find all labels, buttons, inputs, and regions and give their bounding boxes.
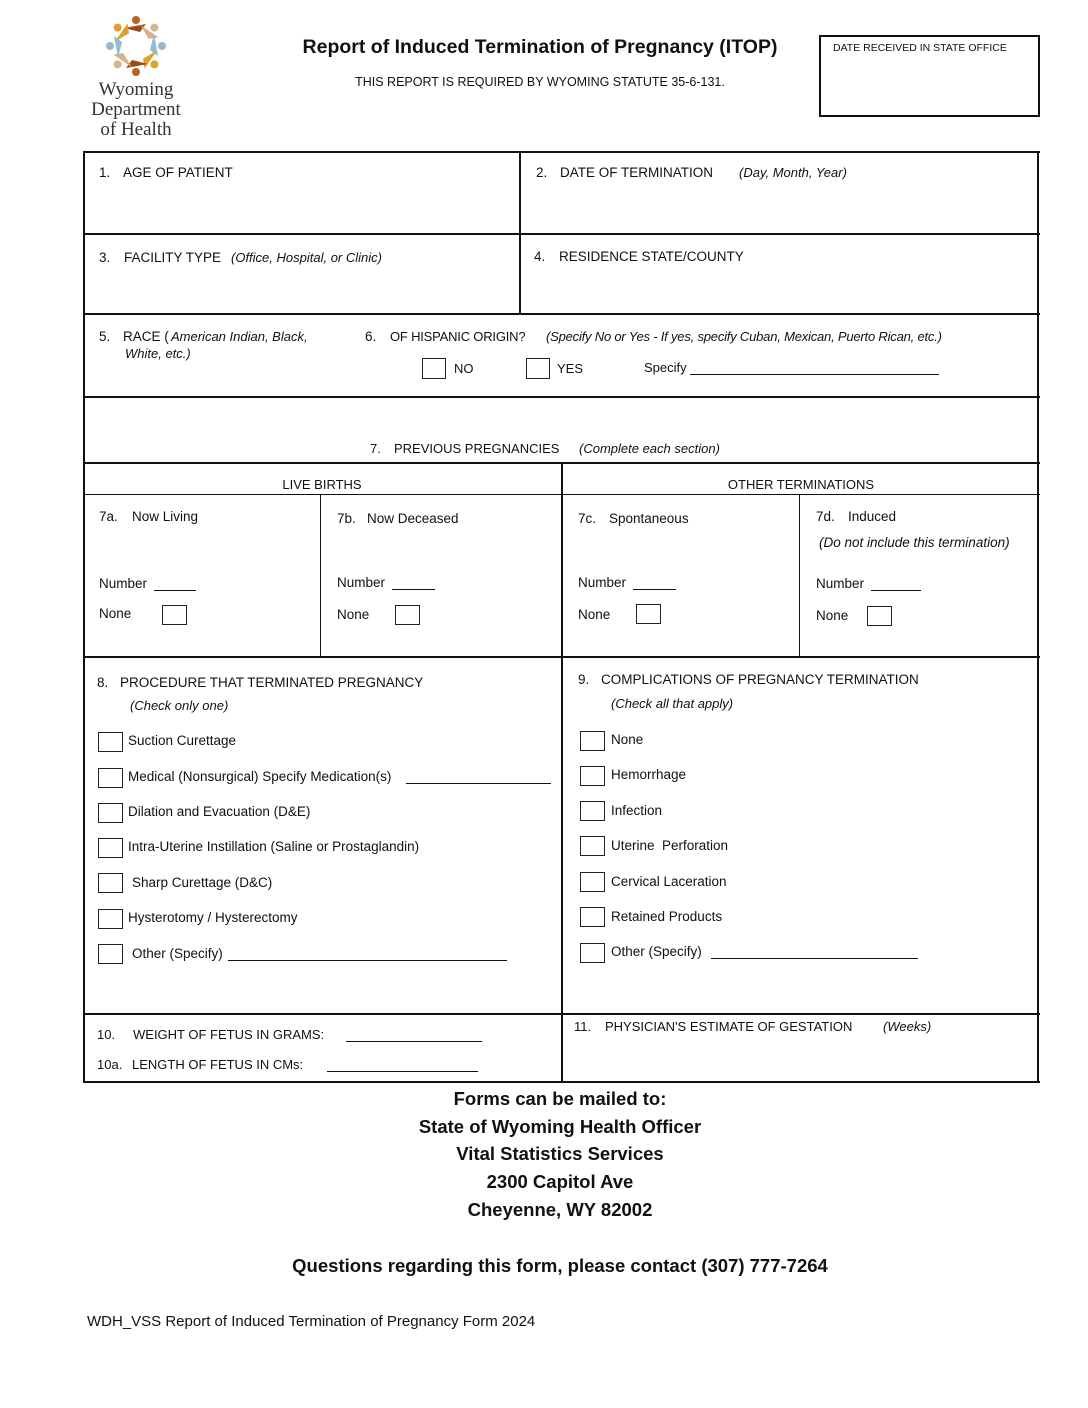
procedure-d-and-e-checkbox[interactable] (98, 803, 123, 823)
field-7b-none-checkbox[interactable] (395, 605, 420, 625)
field-2-hint: (Day, Month, Year) (739, 165, 847, 180)
wdh-logo (80, 8, 192, 144)
hispanic-specify-label: Specify (644, 360, 687, 375)
field-7a-number-label: Number (99, 576, 148, 591)
complication-uterine-perforation-checkbox[interactable] (580, 836, 605, 856)
field-6-hint: (Specify No or Yes - If yes, specify Cuban, Mexican, Puerto Rican, etc.) (546, 329, 942, 344)
field-7-hint: (Complete each section) (579, 441, 720, 456)
field-7-label: PREVIOUS PREGNANCIES (394, 441, 560, 456)
field-5-hint-1: American Indian, Black, (171, 329, 308, 344)
field-11-label: PHYSICIAN'S ESTIMATE OF GESTATION (605, 1019, 853, 1034)
field-4-number: 4. (534, 249, 546, 264)
field-10a-label: LENGTH OF FETUS IN CMs: (132, 1057, 304, 1072)
complication-cervical-laceration-checkbox[interactable] (580, 872, 605, 892)
complication-option-label: Other (Specify) (611, 944, 702, 959)
field-7c-number-label: Number (578, 575, 627, 590)
field-2-label: DATE OF TERMINATION (560, 165, 714, 180)
field-7a-number-input[interactable] (154, 578, 196, 591)
procedure-option-label: Sharp Curettage (D&C) (132, 875, 273, 890)
mailing-line-2: State of Wyoming Health Officer (418, 1116, 702, 1137)
field-6-number: 6. (365, 329, 377, 344)
complication-none-checkbox[interactable] (580, 731, 605, 751)
field-10-label: WEIGHT OF FETUS IN GRAMS: (133, 1027, 325, 1042)
field-8-number: 8. (97, 675, 109, 690)
field-10a-number: 10a. (97, 1057, 123, 1072)
field-7d-number-input[interactable] (871, 578, 921, 591)
field-8-hint: (Check only one) (130, 698, 229, 713)
procedure-intra-uterine-checkbox[interactable] (98, 838, 123, 858)
procedure-other-checkbox[interactable] (98, 944, 123, 964)
hispanic-specify-input[interactable] (690, 362, 939, 375)
procedure-other-input[interactable] (228, 948, 507, 961)
date-received-label: DATE RECEIVED IN STATE OFFICE (833, 42, 1007, 54)
field-3-number: 3. (99, 250, 111, 265)
form-id-footer: WDH_VSS Report of Induced Termination of Pregnancy Form 2024 (87, 1313, 536, 1330)
field-7b-number: 7b. (337, 511, 356, 526)
field-7d-number-label: Number (816, 576, 865, 591)
field-8-label: PROCEDURE THAT TERMINATED PREGNANCY (120, 675, 424, 690)
hispanic-yes-label: YES (557, 361, 584, 376)
field-7b-none-label: None (337, 607, 370, 622)
contact-line: Questions regarding this form, please contact (307) 777-7264 (292, 1255, 828, 1276)
logo-line-3: of Health (100, 119, 172, 140)
complication-option-label: Uterine Perforation (611, 838, 729, 853)
hispanic-no-checkbox[interactable] (422, 358, 446, 379)
field-7b-number-input[interactable] (392, 577, 435, 590)
field-9-hint: (Check all that apply) (611, 696, 734, 711)
field-7a-number: 7a. (99, 509, 118, 524)
procedure-option-label: Medical (Nonsurgical) Specify Medication(s) (128, 769, 392, 784)
date-received-box[interactable] (819, 35, 1040, 117)
field-7a-label: Now Living (132, 509, 199, 524)
field-7d-number: 7d. (816, 509, 835, 524)
procedure-suction-curettage-checkbox[interactable] (98, 732, 123, 752)
field-7a-none-label: None (99, 606, 132, 621)
field-7a-none-checkbox[interactable] (162, 605, 187, 625)
form-title: Report of Induced Termination of Pregnancy (ITOP) (302, 36, 778, 58)
logo-text (80, 80, 192, 140)
field-7b-number-label: Number (337, 575, 386, 590)
complication-retained-products-checkbox[interactable] (580, 907, 605, 927)
field-7-number: 7. (370, 441, 381, 456)
field-1-label: AGE OF PATIENT (123, 165, 233, 180)
procedure-option-label: Intra-Uterine Instillation (Saline or Prostaglandin) (128, 839, 420, 854)
wdh-figures-logo-icon (80, 8, 192, 80)
logo-line-2: Department (91, 99, 181, 120)
complication-other-input[interactable] (711, 946, 918, 959)
field-7d-none-checkbox[interactable] (867, 606, 892, 626)
procedure-hysterotomy-checkbox[interactable] (98, 909, 123, 929)
mailing-line-1: Forms can be mailed to: (453, 1088, 667, 1109)
field-11-number: 11. (574, 1019, 592, 1034)
procedure-option-label: Dilation and Evacuation (D&E) (128, 804, 311, 819)
field-7c-none-label: None (578, 607, 611, 622)
field-2-number: 2. (536, 165, 548, 180)
field-7b-label: Now Deceased (367, 511, 459, 526)
live-births-header: LIVE BIRTHS (282, 477, 362, 492)
mailing-line-3: Vital Statistics Services (456, 1143, 664, 1164)
field-5-label: RACE ( (123, 329, 169, 344)
hispanic-no-label: NO (454, 361, 474, 376)
complication-option-label: Cervical Laceration (611, 874, 727, 889)
field-9-number: 9. (578, 672, 590, 687)
field-4-label: RESIDENCE STATE/COUNTY (559, 249, 744, 264)
field-7d-none-label: None (816, 608, 849, 623)
field-7d-label: Induced (848, 509, 897, 524)
procedure-option-label: Suction Curettage (128, 733, 237, 748)
field-5-number: 5. (99, 329, 111, 344)
complication-option-label: Hemorrhage (611, 767, 687, 782)
field-7c-label: Spontaneous (609, 511, 689, 526)
field-1-number: 1. (99, 165, 111, 180)
procedure-medical-checkbox[interactable] (98, 768, 123, 788)
procedure-option-label: Hysterotomy / Hysterectomy (128, 910, 298, 925)
field-7c-number-input[interactable] (633, 577, 676, 590)
field-9-label: COMPLICATIONS OF PREGNANCY TERMINATION (601, 672, 919, 687)
complication-option-label: Infection (611, 803, 663, 818)
other-terminations-header: OTHER TERMINATIONS (727, 477, 875, 492)
complication-hemorrhage-checkbox[interactable] (580, 766, 605, 786)
procedure-medication-input[interactable] (406, 771, 551, 784)
statute-notice: THIS REPORT IS REQUIRED BY WYOMING STATUTE 35-6-131. (355, 75, 725, 89)
complication-option-label: None (611, 732, 644, 747)
complication-other-checkbox[interactable] (580, 943, 605, 963)
complication-infection-checkbox[interactable] (580, 801, 605, 821)
field-10-number: 10. (97, 1027, 116, 1042)
logo-line-1: Wyoming (98, 79, 174, 100)
field-7d-hint: (Do not include this termination) (819, 535, 1010, 550)
procedure-option-label: Other (Specify) (132, 946, 223, 961)
hispanic-yes-checkbox[interactable] (526, 358, 550, 379)
complication-option-label: Retained Products (611, 909, 723, 924)
procedure-sharp-curettage-checkbox[interactable] (98, 873, 123, 893)
field-7c-number: 7c. (578, 511, 597, 526)
mailing-line-4: 2300 Capitol Ave (486, 1171, 634, 1192)
field-11-hint: (Weeks) (883, 1019, 932, 1034)
field-6-label: OF HISPANIC ORIGIN? (390, 329, 526, 344)
fetus-length-input[interactable] (327, 1059, 478, 1072)
field-3-hint: (Office, Hospital, or Clinic) (231, 250, 382, 265)
field-7c-none-checkbox[interactable] (636, 604, 661, 624)
field-3-label: FACILITY TYPE (124, 250, 222, 265)
fetus-weight-input[interactable] (346, 1029, 482, 1042)
mailing-line-5: Cheyenne, WY 82002 (467, 1199, 653, 1220)
field-5-hint-2: White, etc.) (125, 346, 191, 361)
